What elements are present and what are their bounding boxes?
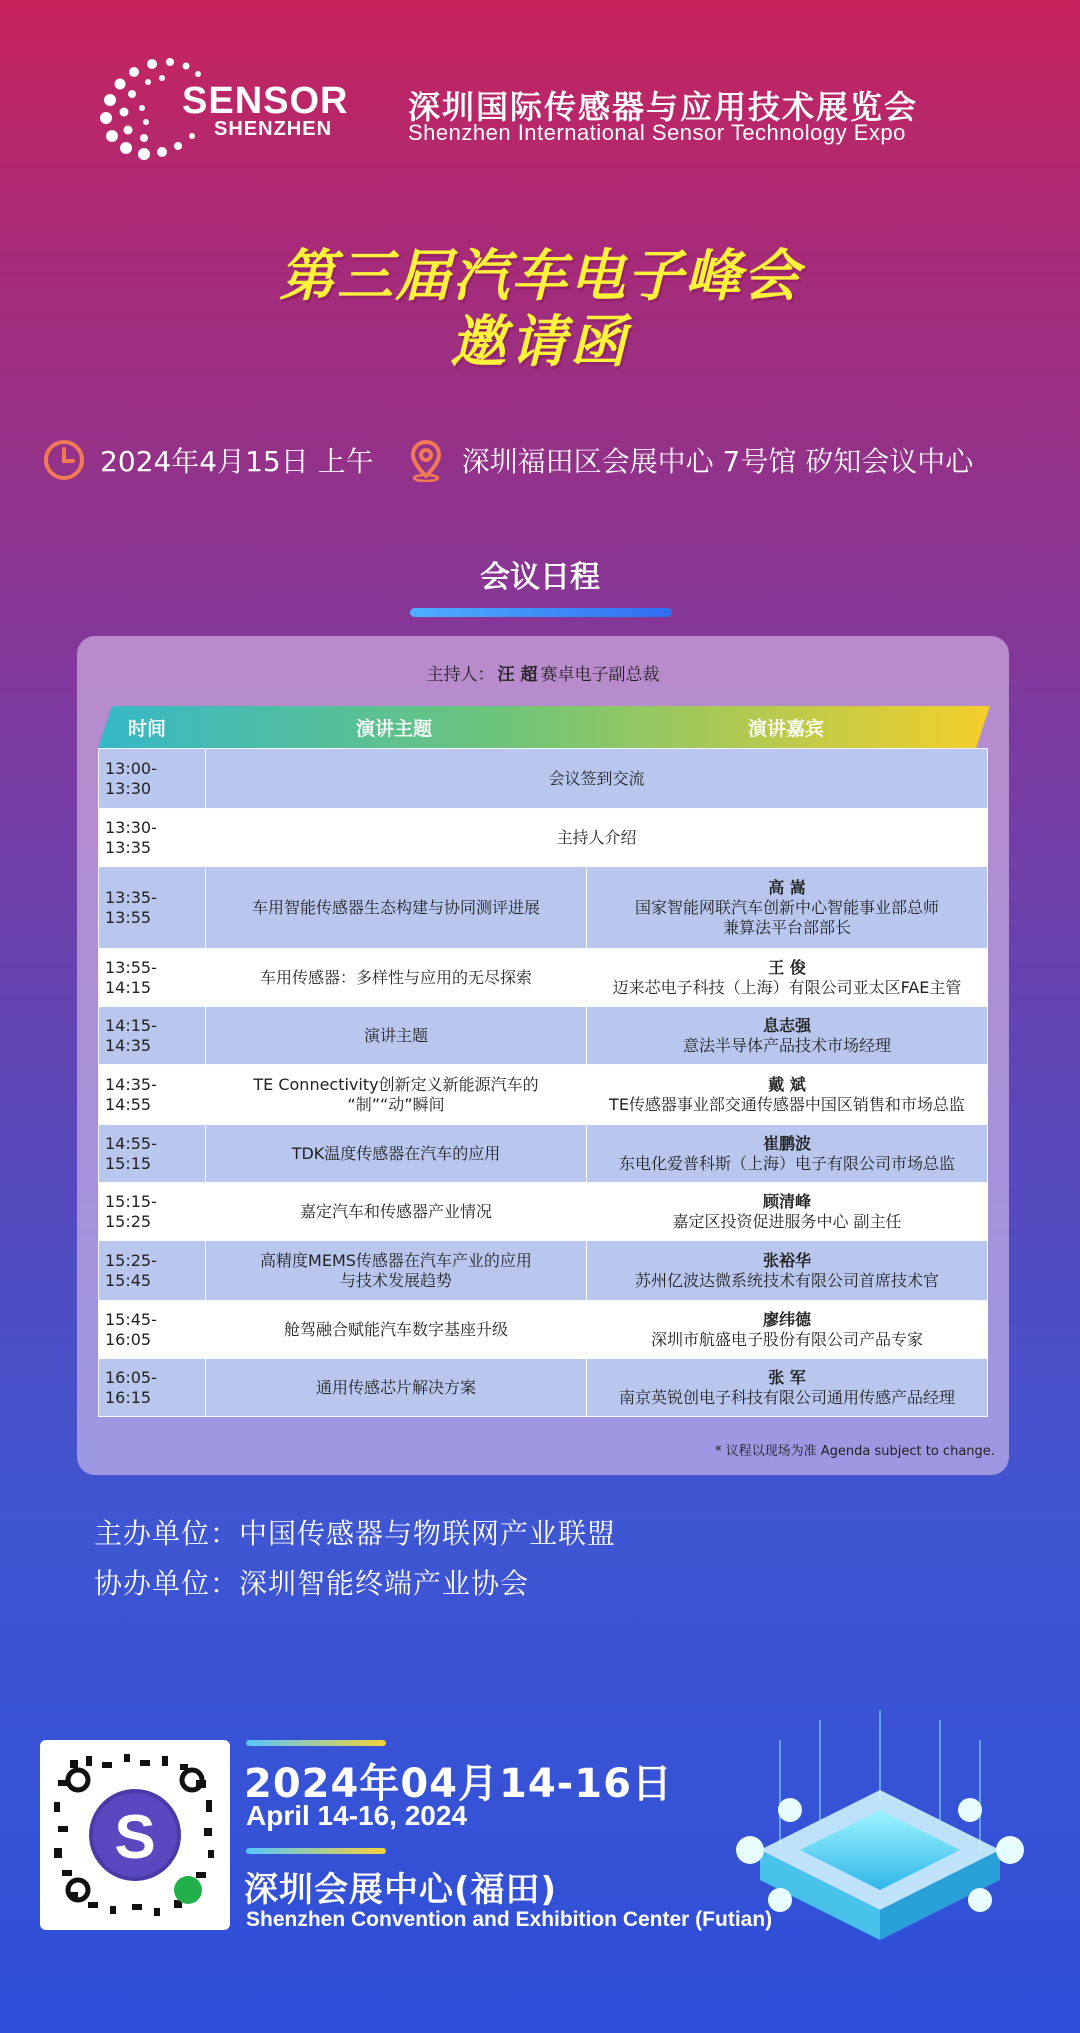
agenda-speaker xyxy=(587,949,988,1007)
agenda-speaker xyxy=(587,1241,988,1301)
agenda-row xyxy=(99,1183,988,1241)
speaker-name: 崔鹏波 xyxy=(762,1133,811,1153)
agenda-speaker xyxy=(587,1125,988,1183)
agenda-speaker xyxy=(587,1183,988,1241)
header-band xyxy=(98,706,990,748)
host-line xyxy=(77,660,1009,685)
svg-text:S: S xyxy=(114,1803,156,1872)
agenda-row xyxy=(99,1125,988,1183)
agenda-time: 13:30-13:35 xyxy=(99,809,206,867)
expo-date-en: April 14-16, 2024 xyxy=(246,1800,468,1831)
agenda-topic: 通用传感芯片解决方案 xyxy=(206,1359,587,1417)
agenda-speaker xyxy=(587,1065,988,1125)
agenda-time: 13:00-13:30 xyxy=(99,749,206,809)
agenda-topic: TDK温度传感器在汽车的应用 xyxy=(206,1125,587,1183)
mini-program-qr-code[interactable] xyxy=(40,1740,230,1930)
event-datetime: 2024年4月15日 上午 xyxy=(100,445,374,478)
agenda-speaker xyxy=(587,1359,988,1417)
host-name: 汪 超 xyxy=(497,665,538,685)
agenda-time: 14:35-14:55 xyxy=(99,1065,206,1125)
col-speaker-header: 演讲嘉宾 xyxy=(748,718,825,740)
agenda-row xyxy=(99,1301,988,1359)
speaker-organization: 南京英锐创电子科技有限公司通用传感产品经理 xyxy=(618,1387,955,1407)
agenda-topic: TE Connectivity创新定义新能源汽车的 “制”“动”瞬间 xyxy=(206,1065,587,1125)
agenda-row xyxy=(99,1241,988,1301)
agenda-row xyxy=(99,1007,988,1065)
col-time-header: 时间 xyxy=(128,718,167,740)
agenda-time: 13:35-13:55 xyxy=(99,867,206,949)
speaker-name: 张裕华 xyxy=(762,1250,811,1270)
host-label: 主持人： xyxy=(426,665,495,685)
expo-venue-cn: 深圳会展中心(福田) xyxy=(244,1870,558,1910)
event-location: 深圳福田区会展中心 7号馆 矽知会议中心 xyxy=(461,445,974,478)
agenda-speaker xyxy=(587,1007,988,1065)
agenda-note: * 议程以现场为准 Agenda subject to change. xyxy=(715,1444,995,1459)
speaker-name: 顾清峰 xyxy=(762,1191,811,1211)
logo-sensor-text: SENSOR xyxy=(182,80,349,122)
speaker-organization: TE传感器事业部交通传感器中国区销售和市场总监 xyxy=(609,1094,965,1114)
qr-pattern-icon xyxy=(40,1740,230,1930)
organizer-cohost: 协办单位：深圳智能终端产业协会 xyxy=(94,1567,530,1600)
expo-name-cn: 深圳国际传感器与应用技术展览会 xyxy=(408,88,919,126)
speaker-organization: 迈来芯电子科技（上海）有限公司亚太区FAE主管 xyxy=(612,977,962,997)
agenda-row xyxy=(99,809,988,867)
organizer-host: 主办单位：中国传感器与物联网产业联盟 xyxy=(94,1517,617,1550)
speaker-name: 戴 斌 xyxy=(768,1074,806,1094)
agenda-row xyxy=(99,1359,988,1417)
speaker-organization: 东电化爱普科斯（上海）电子有限公司市场总监 xyxy=(618,1153,955,1173)
event-info-row xyxy=(42,438,1003,482)
agenda-time: 15:25-15:45 xyxy=(99,1241,206,1301)
agenda-topic: 会议签到交流 xyxy=(206,749,988,809)
expo-name-en: Shenzhen International Sensor Technology Expo xyxy=(408,120,906,145)
agenda-table xyxy=(98,748,988,1417)
footer-accent-line-1 xyxy=(246,1740,386,1746)
clock-icon xyxy=(42,438,86,482)
expo-venue-en: Shenzhen Convention and Exhibition Center (Futian) xyxy=(246,1908,773,1931)
speaker-name: 王 俊 xyxy=(768,957,806,977)
agenda-table-header xyxy=(98,706,990,748)
speaker-name: 张 军 xyxy=(768,1367,806,1387)
invitation-title: 邀请函 xyxy=(450,310,630,375)
summit-title: 第三届汽车电子峰会 xyxy=(279,244,801,309)
logo-shenzhen-text: SHENZHEN xyxy=(214,118,333,140)
agenda-heading-underline xyxy=(410,608,672,617)
agenda-topic: 嘉定汽车和传感器产业情况 xyxy=(206,1183,587,1241)
agenda-time: 14:15-14:35 xyxy=(99,1007,206,1065)
agenda-row xyxy=(99,1065,988,1125)
agenda-time: 16:05-16:15 xyxy=(99,1359,206,1417)
speaker-name: 息志强 xyxy=(762,1015,811,1035)
agenda-topic: 舱驾融合赋能汽车数字基座升级 xyxy=(206,1301,587,1359)
agenda-topic: 演讲主题 xyxy=(206,1007,587,1065)
speaker-name: 高 嵩 xyxy=(768,877,806,897)
speaker-name: 廖纬德 xyxy=(762,1309,811,1329)
speaker-organization: 嘉定区投资促进服务中心 副主任 xyxy=(672,1211,902,1231)
agenda-speaker xyxy=(587,867,988,949)
host-title: 赛卓电子副总裁 xyxy=(540,665,660,685)
col-topic-header: 演讲主题 xyxy=(356,718,433,740)
agenda-row xyxy=(99,867,988,949)
speaker-organization: 苏州亿波达微系统技术有限公司首席技术官 xyxy=(634,1270,939,1290)
agenda-time: 13:55-14:15 xyxy=(99,949,206,1007)
agenda-row xyxy=(99,749,988,809)
agenda-row xyxy=(99,949,988,1007)
agenda-topic: 主持人介绍 xyxy=(206,809,988,867)
speaker-organization: 意法半导体产品技术市场经理 xyxy=(682,1035,891,1055)
agenda-time: 14:55-15:15 xyxy=(99,1125,206,1183)
agenda-topic: 高精度MEMS传感器在汽车产业的应用 与技术发展趋势 xyxy=(206,1241,587,1301)
agenda-speaker xyxy=(587,1301,988,1359)
agenda-heading: 会议日程 xyxy=(480,560,600,595)
footer-accent-line-2 xyxy=(246,1848,386,1854)
agenda-topic: 车用智能传感器生态构建与协同测评进展 xyxy=(206,867,587,949)
agenda-time: 15:45-16:05 xyxy=(99,1301,206,1359)
agenda-time: 15:15-15:25 xyxy=(99,1183,206,1241)
expo-date-cn: 2024年04月14-16日 xyxy=(244,1761,673,1807)
speaker-organization: 国家智能网联汽车创新中心智能事业部总师 兼算法平台部部长 xyxy=(634,897,939,937)
speaker-organization: 深圳市航盛电子股份有限公司产品专家 xyxy=(650,1329,923,1349)
sensor-chip-illustration-icon xyxy=(710,1700,1050,2000)
agenda-topic: 车用传感器：多样性与应用的无尽探索 xyxy=(206,949,587,1007)
location-pin-icon xyxy=(404,438,448,482)
